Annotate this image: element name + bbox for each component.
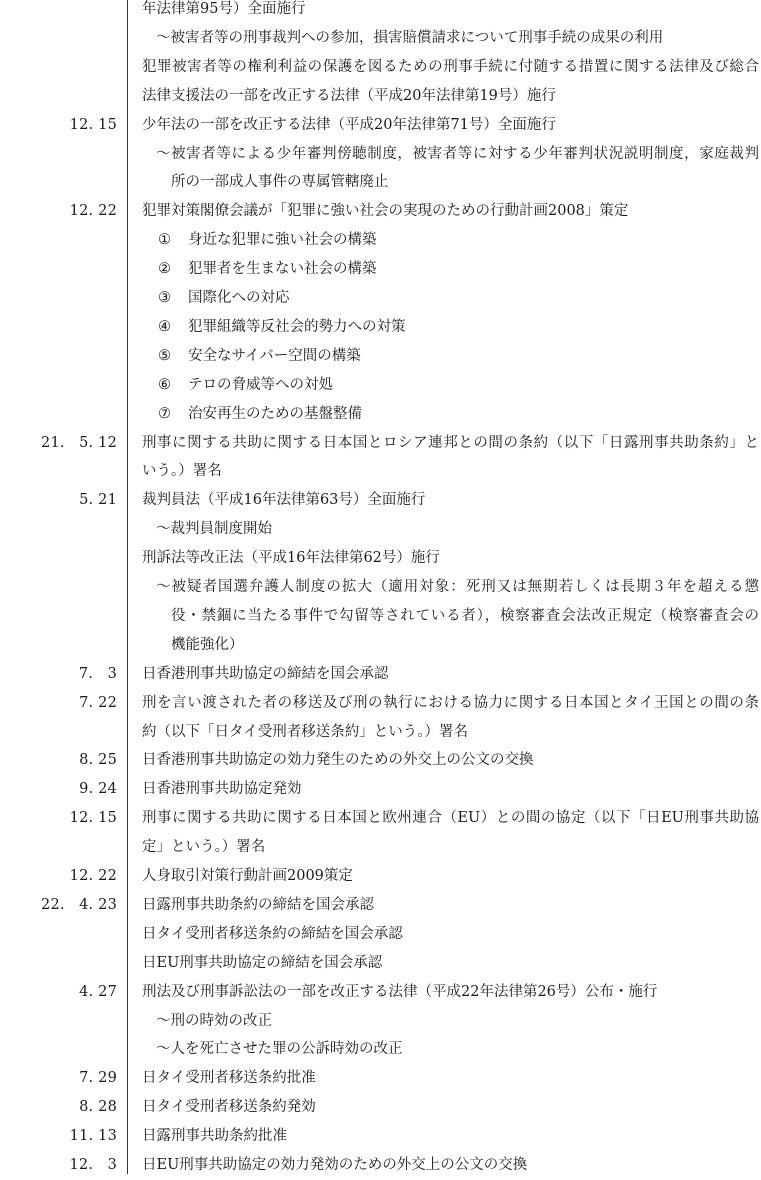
chronology-row (0, 891, 761, 920)
row-text: 約（以下「日タイ受刑者移送条約」という。）署名 (142, 723, 468, 740)
row-date: 8. 28 (79, 1099, 117, 1116)
row-text: 日タイ受刑者移送条約の締結を国会承認 (142, 925, 403, 942)
row-date (0, 400, 117, 429)
row-text: 日EU刑事共助協定の締結を国会承認 (142, 954, 383, 971)
row-date: 12. 22 (69, 203, 117, 220)
row-date (0, 371, 117, 400)
chronology-row (0, 631, 761, 660)
row-date (0, 342, 117, 371)
row-date: 7. 22 (79, 694, 117, 711)
row-text: 日露刑事共助条約の締結を国会承認 (142, 896, 374, 913)
chronology-row (0, 804, 761, 833)
chronology-row (0, 53, 761, 82)
chronology-row (0, 1035, 761, 1064)
chronology-row (0, 978, 761, 1007)
row-text: 年法律第95号）全面施行 (142, 1, 306, 17)
list-marker: ⑦ (158, 405, 171, 422)
row-date (0, 1035, 117, 1064)
row-date: 4. 27 (79, 983, 117, 1000)
list-item-text: 犯罪組織等反社会的勢力への対策 (188, 318, 406, 335)
row-text: 日香港刑事共助協定の締結を国会承認 (142, 665, 389, 682)
row-text (158, 400, 759, 429)
row-text: 刑事に関する共助に関する日本国と欧州連合（EU）との間の協定（以下「日EU刑事共助協 (142, 810, 759, 827)
chronology-row (0, 342, 761, 371)
row-text: 刑法及び刑事訴訟法の一部を改正する法律（平成22年法律第26号）公布・施行 (142, 983, 658, 1000)
row-date (0, 53, 117, 82)
column-divider (127, 0, 128, 1174)
row-text: 機能強化） (171, 636, 244, 653)
chronology-row (0, 833, 761, 862)
row-date: 22. 4. 23 (41, 896, 117, 913)
chronology-row (0, 746, 761, 775)
list-marker: ① (158, 232, 171, 249)
row-date (0, 718, 117, 747)
row-text: 犯罪対策閣僚会議が「犯罪に強い社会の実現のための行動計画2008」策定 (142, 203, 629, 220)
row-text: 日香港刑事共助協定の効力発生のための外交上の公文の交換 (142, 752, 534, 769)
chronology-row (0, 400, 761, 429)
row-date (0, 168, 117, 197)
list-item-text: 治安再生のための基盤整備 (188, 405, 362, 422)
row-text: 人身取引対策行動計画2009策定 (142, 868, 353, 884)
chronology-row (0, 718, 761, 747)
chronology-row (0, 602, 761, 631)
row-text: 役・禁錮に当たる事件で勾留等されている者），検察審査会法改正規定（検察審査会の (171, 607, 759, 624)
chronology-row (0, 82, 761, 111)
row-text (158, 342, 759, 371)
chronology-row (0, 284, 761, 313)
chronology-row (0, 24, 761, 53)
row-date: 21. 5. 12 (41, 434, 117, 451)
row-text: ～人を死亡させた罪の公訴時効の改正 (156, 1041, 403, 1058)
chronology-row (0, 544, 761, 573)
row-date (0, 631, 117, 660)
chronology-row (0, 457, 761, 486)
row-date (0, 226, 117, 255)
row-text: 定」という。）署名 (142, 839, 266, 856)
row-date (0, 833, 117, 862)
row-date (0, 313, 117, 342)
row-text: 日EU刑事共助協定の効力発効のための外交上の公文の交換 (142, 1157, 528, 1173)
chronology-row (0, 920, 761, 949)
row-text: 所の一部成人事件の専属管轄廃止 (171, 174, 389, 191)
row-date: 12. 3 (69, 1157, 117, 1173)
row-text: 裁判員法（平成16年法律第63号）全面施行 (142, 492, 426, 509)
chronology-row (0, 140, 761, 169)
chronology-row (0, 775, 761, 804)
row-date: 8. 25 (79, 752, 117, 769)
row-text: ～裁判員制度開始 (156, 521, 272, 538)
row-text: 法律支援法の一部を改正する法律（平成20年法律第19号）施行 (142, 87, 556, 104)
row-text (158, 313, 759, 342)
row-date: 12. 15 (69, 810, 117, 827)
chronology-row (0, 1007, 761, 1036)
row-date (0, 284, 117, 313)
row-text (158, 226, 759, 255)
row-text: 刑事に関する共助に関する日本国とロシア連邦との間の条約（以下「日露刑事共助条約」と (142, 434, 759, 451)
list-item-text: テロの脅威等への対処 (188, 376, 333, 393)
list-marker: ④ (158, 318, 171, 335)
row-date (0, 515, 117, 544)
row-date (0, 24, 117, 53)
row-date (0, 457, 117, 486)
row-text: 刑訴法等改正法（平成16年法律第62号）施行 (142, 550, 440, 567)
row-text: 日タイ受刑者移送条約発効 (142, 1099, 316, 1116)
list-item-text: 国際化への対応 (188, 290, 290, 306)
row-date: 12. 15 (69, 116, 117, 133)
list-marker: ② (158, 261, 171, 278)
chronology-row (0, 371, 761, 400)
list-marker: ③ (158, 290, 171, 306)
chronology-row (0, 573, 761, 602)
row-date: 5. 21 (79, 492, 117, 509)
row-text: 犯罪被害者等の権利利益の保護を図るための刑事手続に付随する措置に関する法律及び総合 (142, 58, 759, 75)
row-text (158, 284, 759, 313)
chronology-row (0, 0, 761, 24)
row-date (0, 602, 117, 631)
row-text: 刑を言い渡された者の移送及び刑の執行における協力に関する日本国とタイ王国との間の条 (142, 694, 759, 711)
row-date (0, 140, 117, 169)
chronology-row (0, 429, 761, 458)
row-date (0, 920, 117, 949)
chronology-row (0, 1064, 761, 1093)
chronology-row (0, 226, 761, 255)
list-marker: ⑥ (158, 376, 171, 393)
row-date (0, 1007, 117, 1036)
chronology-row (0, 486, 761, 515)
chronology-row (0, 168, 761, 197)
chronology-row (0, 515, 761, 544)
row-date (0, 0, 117, 24)
row-text: ～被疑者国選弁護人制度の拡大（適用対象：死刑又は無期若しくは長期３年を超える懲 (156, 579, 759, 595)
chronology-row (0, 949, 761, 978)
chronology-row (0, 313, 761, 342)
list-item-text: 安全なサイバー空間の構築 (188, 347, 361, 364)
row-date (0, 82, 117, 111)
row-date (0, 949, 117, 978)
list-item-text: 身近な犯罪に強い社会の構築 (188, 232, 377, 249)
row-text: ～被害者等による少年審判傍聴制度，被害者等に対する少年審判状況説明制度，家庭裁判 (156, 145, 759, 162)
row-date: 7. 29 (79, 1070, 117, 1087)
chronology-row (0, 689, 761, 718)
row-date (0, 573, 117, 602)
row-text: 日タイ受刑者移送条約批准 (142, 1070, 316, 1087)
row-text: 日露刑事共助条約批准 (142, 1128, 287, 1145)
chronology-row (0, 1093, 761, 1122)
chronology-row (0, 1151, 761, 1180)
chronology-row (0, 1122, 761, 1151)
list-marker: ⑤ (158, 347, 171, 364)
chronology-row (0, 862, 761, 891)
row-text: 日香港刑事共助協定発効 (142, 781, 302, 798)
chronology-row (0, 660, 761, 689)
row-text: ～刑の時効の改正 (156, 1012, 272, 1029)
row-text: いう。）署名 (142, 463, 222, 480)
chronology-row (0, 111, 761, 140)
list-item-text: 犯罪者を生まない社会の構築 (188, 261, 377, 278)
row-text (158, 371, 759, 400)
row-date: 12. 22 (69, 868, 117, 884)
chronology-row (0, 197, 761, 226)
row-date: 9. 24 (79, 781, 117, 798)
row-text: ～被害者等の刑事裁判への参加，損害賠償請求について刑事手続の成果の利用 (156, 29, 664, 46)
row-date: 7. 3 (78, 665, 117, 682)
chronology-row (0, 255, 761, 284)
row-text (158, 255, 759, 284)
row-date (0, 544, 117, 573)
row-text: 少年法の一部を改正する法律（平成20年法律第71号）全面施行 (142, 116, 556, 133)
row-date (0, 255, 117, 284)
row-date: 11. 13 (69, 1128, 117, 1145)
